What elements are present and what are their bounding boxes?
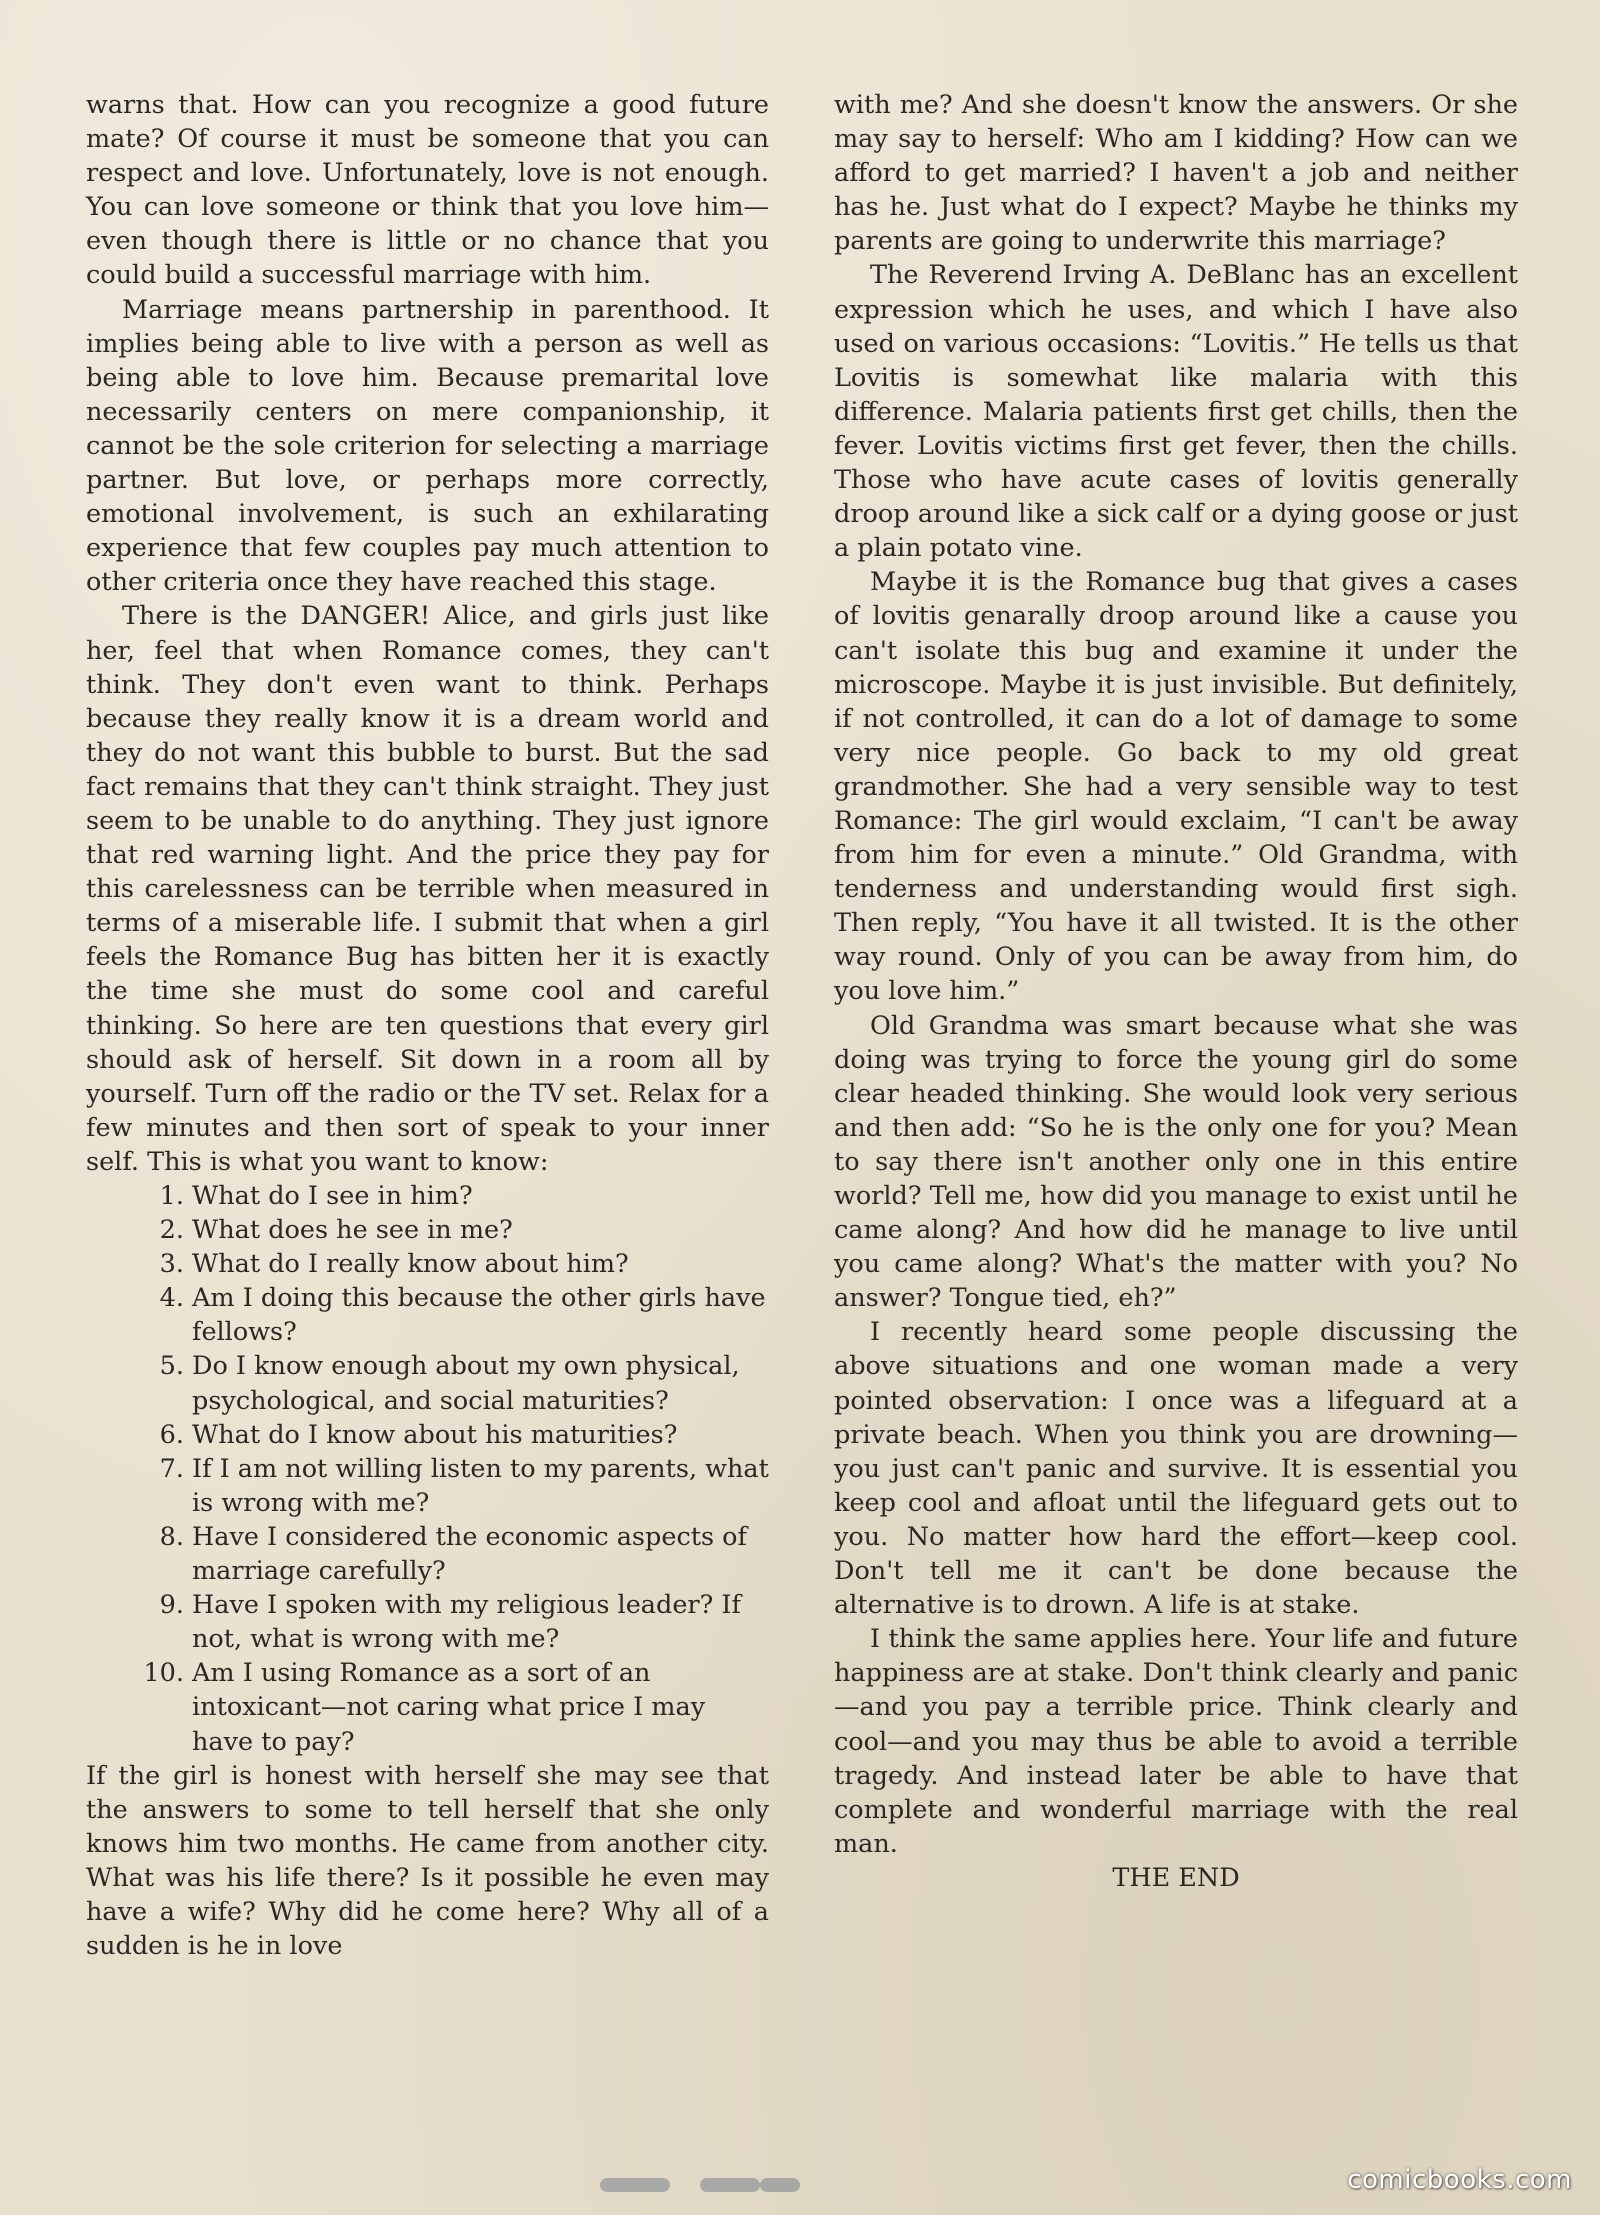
question-text: What do I really know about him? (192, 1249, 629, 1280)
question-list (86, 1179, 769, 1759)
question-text: Am I using Romance as a sort of an intoxicant—not caring what price I may have to pay? (192, 1658, 706, 1757)
paragraph: Marriage means partnership in parenthood. It implies being able to live with a person as well as being able to love him. Because premarital love necessarily centers on mere companionship, it cannot be the sole criterion for selecting a marriage partner. But love, or perhaps more correctly, emotional involvement, is such an exhilarating experience that few couples pay much attention to other criteria once they have reached this stage. (86, 294, 769, 598)
question-text: If I am not willing listen to my parents, what is wrong with me? (192, 1453, 769, 1518)
list-item (86, 1656, 769, 1758)
question-text: Have I spoken with my religious leader? If not, what is wrong with me? (192, 1590, 741, 1655)
paragraph: Maybe it is the Romance bug that gives a cases of lovitis genarally droop around like a cause you can't isolate this bug and examine it under the microscope. Maybe it is just invisible. But definitely, if not controlled, it can do a lot of damage to some very nice people. Go back to my old great grandmother. She had a very sensible way to test Romance: The girl would exclaim, “I can't be away from him for even a minute.” Old Grandma, with tenderness and understanding would first sigh. Then reply, “You have it all twisted. It is the other way round. Only of you can be away from him, do you love him.” (834, 567, 1518, 1007)
ink-smudge (600, 2178, 670, 2192)
list-item (86, 1520, 769, 1588)
question-number: 6. (159, 1419, 184, 1450)
paragraph: Old Grandma was smart because what she was doing was trying to force the young girl do some clear headed thinking. She would look very serious and then add: “So he is the only one for you? Mean to say there isn't another only one in this entire world? Tell me, how did you manage to exist until he came along? And how did he manage to live until you came along? What's the matter with you? No answer? Tongue tied, eh?” (834, 1010, 1518, 1314)
list-item (86, 1349, 769, 1417)
question-number: 1. (159, 1181, 184, 1211)
ink-smudge (760, 2178, 800, 2192)
list-item (86, 1179, 769, 1213)
question-text: What do I see in him? (192, 1181, 473, 1211)
the-end-label: THE END (1112, 1862, 1240, 1893)
paragraph: I recently heard some people discussing the above situations and one woman made a very pointed observation: I once was a lifeguard at a private beach. When you think you are drowning—you just can't panic and survive. It is essential you keep cool and afloat until the lifeguard gets out to you. No matter how hard the effort—keep cool. Don't tell me it can't be done because the alternative is to drown. A life is at stake. (834, 1317, 1518, 1621)
question-text: What does he see in me? (192, 1215, 513, 1246)
list-item (86, 1247, 769, 1281)
paragraph: with me? And she doesn't know the answers. Or she may say to herself: Who am I kidding? How can we afford to get married? I haven't a job and neither has he. Just what do I expect? Maybe he thinks my parents are going to underwrite this marriage? (834, 90, 1518, 257)
question-text: Am I doing this because the other girls have fellows? (192, 1283, 766, 1348)
paragraph: warns that. How can you recognize a good future mate? Of course it must be someone that you can respect and love. Unfortunately, love is not enough. You can love someone or think that you love him—even though there is little or no chance that you could build a successful marriage with him. (86, 90, 769, 291)
list-item (86, 1452, 769, 1520)
list-item (86, 1281, 769, 1349)
question-text: Do I know enough about my own physical, psychological, and social maturities? (192, 1351, 740, 1416)
right-column (834, 88, 1518, 1895)
question-number: 7. (159, 1453, 184, 1484)
left-column (86, 88, 769, 1963)
question-number: 9. (159, 1590, 184, 1621)
ink-smudge (700, 2178, 760, 2192)
question-number: 10. (143, 1658, 184, 1689)
question-text: What do I know about his maturities? (192, 1419, 678, 1450)
watermark-label: comicbooks.com (1347, 2165, 1572, 2195)
paragraph: The Reverend Irving A. DeBlanc has an excellent expression which he uses, and which I have also used on various occasions: “Lovitis.” He tells us that Lovitis is somewhat like malaria with this difference. Malaria patients first get chills, then the fever. Lovitis victims first get fever, then the chills. Those who have acute cases of lovitis generally droop around like a sick calf or a dying goose or just a plain potato vine. (834, 260, 1518, 564)
question-number: 5. (159, 1351, 184, 1382)
question-text: Have I considered the economic aspects of marriage carefully? (192, 1521, 747, 1587)
list-item (86, 1213, 769, 1247)
list-item (86, 1588, 769, 1656)
list-item (86, 1418, 769, 1452)
paragraph: If the girl is honest with herself she may see that the answers to some to tell herself that she only knows him two months. He came from another city. What was his life there? Is it possible he even may have a wife? Why did he come here? Why all of a sudden is he in love (86, 1760, 769, 1962)
question-number: 2. (159, 1215, 184, 1246)
paragraph: I think the same applies here. Your life and future happiness are at stake. Don't think clearly and panic—and you pay a terrible price. Think clearly and cool—and you may thus be able to avoid a terrible tragedy. And instead later be able to have that complete and wonderful marriage with the real man. (834, 1624, 1518, 1859)
question-number: 4. (159, 1283, 184, 1314)
question-number: 3. (159, 1249, 184, 1280)
paragraph: There is the DANGER! Alice, and girls just like her, feel that when Romance comes, they can't think. They don't even want to think. Perhaps because they really know it is a dream world and they do not want this bubble to burst. But the sad fact remains that they can't think straight. They just seem to be unable to do anything. They just ignore that red warning light. And the price they pay for this carelessness can be terrible when measured in terms of a miserable life. I submit that when a girl feels the Romance Bug has bitten her it is exactly the time she must do some cool and careful thinking. So here are ten questions that every girl should ask of herself. Sit down in a room all by yourself. Turn off the radio or the TV set. Relax for a few minutes and then sort of speak to your inner self. This is what you want to know: (86, 601, 769, 1177)
question-number: 8. (159, 1521, 184, 1552)
